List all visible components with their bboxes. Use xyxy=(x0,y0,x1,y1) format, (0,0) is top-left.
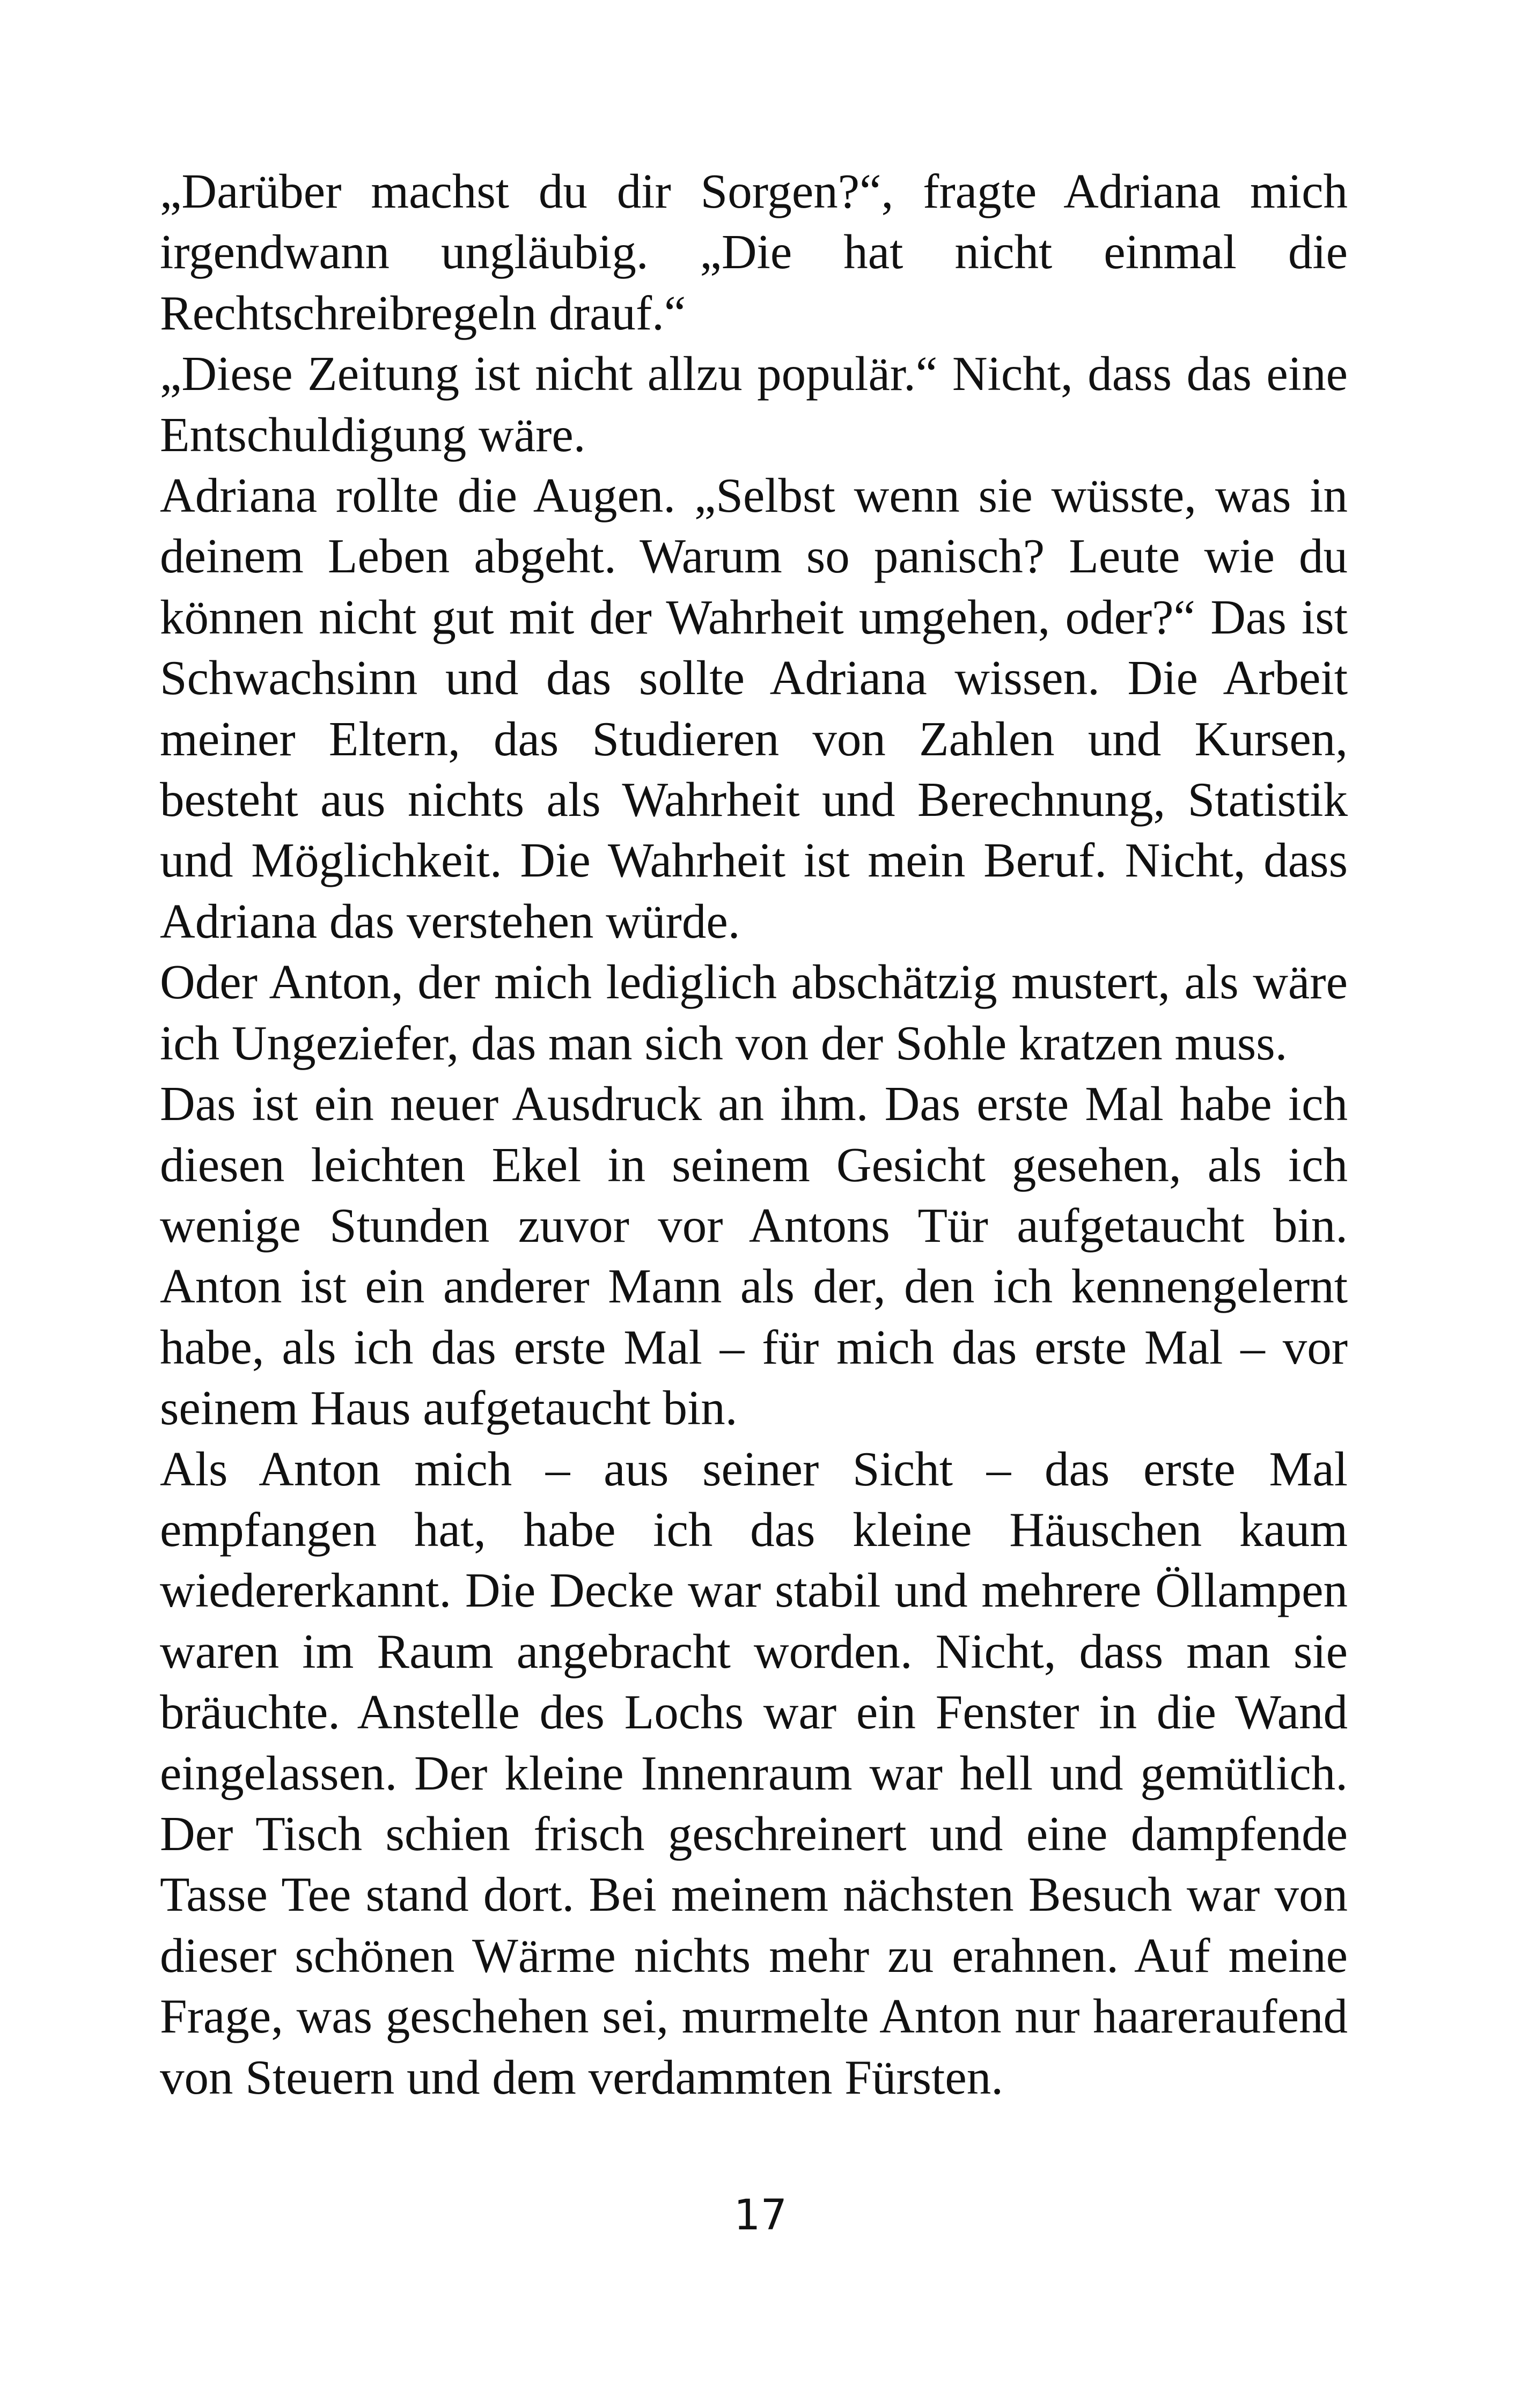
body-text xyxy=(160,161,1348,2108)
paragraph-3: Adriana rollte die Augen. „Selbst wenn sie wüsste, was in deinem Leben abgeht. Warum so panisch? Leute wie du können nicht gut mit der Wahrheit umgehen, oder?“ Das ist Schwachsinn und das sollte Adriana wissen. Die Arbeit meiner Eltern, das Studieren von Zahlen und Kursen, besteht aus nichts als Wahrheit und Berechnung, Statistik und Möglichkeit. Die Wahrheit ist mein Beruf. Nicht, dass Adriana das verstehen würde. xyxy=(160,468,1348,948)
paragraph-6: Als Anton mich – aus seiner Sicht – das erste Mal empfangen hat, habe ich das kleine Häuschen kaum wiedererkannt. Die Decke war stabil und mehrere Öllampen waren im Raum angebracht worden. Nicht, dass man sie bräuchte. Anstelle des Lochs war ein Fenster in die Wand eingelassen. Der kleine Innenraum war hell und gemütlich. Der Tisch schien frisch geschreinert und eine dampfende Tasse Tee stand dort. Bei meinem nächsten Besuch war von dieser schönen Wärme nichts mehr zu erahnen. Auf meine Frage, was geschehen sei, murmelte Anton nur haareraufend von Steuern und dem verdammten Fürsten. xyxy=(160,1441,1348,2104)
paragraph-2: „Diese Zeitung ist nicht allzu populär.“ Nicht, dass das eine Entschuldigung wäre. xyxy=(160,347,1348,462)
paragraph-4: Oder Anton, der mich lediglich abschätzig mustert, als wäre ich Ungeziefer, das man sich von der Sohle kratzen muss. xyxy=(160,955,1348,1070)
paragraph-1: „Darüber machst du dir Sorgen?“, fragte Adriana mich irgendwann ungläubig. „Die hat nicht einmal die Rechtschreibregeln drauf.“ xyxy=(160,164,1348,340)
page-number: 17 xyxy=(733,2191,788,2240)
paragraph-5: Das ist ein neuer Ausdruck an ihm. Das erste Mal habe ich diesen leichten Ekel in seinem Gesicht gesehen, als ich wenige Stunden zuvor vor Antons Tür aufgetaucht bin. Anton ist ein anderer Mann als der, den ich kennengelernt habe, als ich das erste Mal – für mich das erste Mal – vor seinem Haus aufgetaucht bin. xyxy=(160,1077,1348,1435)
